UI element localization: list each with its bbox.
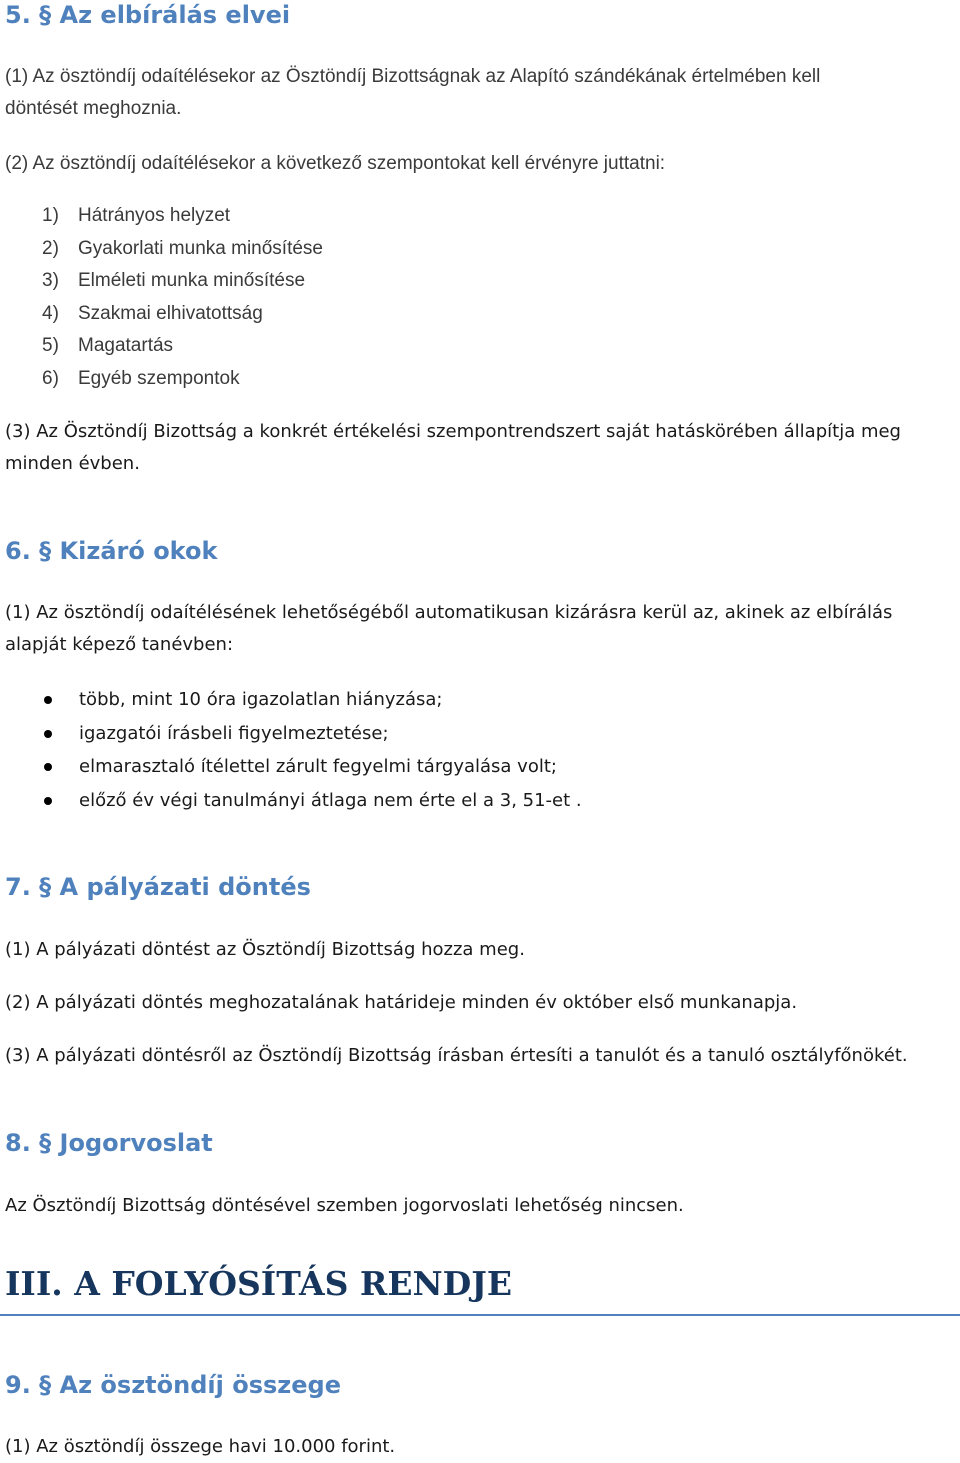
bullet-icon [44, 730, 52, 738]
section-6-heading: 6. § Kizáró okok [5, 537, 218, 565]
list-item-text: Gyakorlati munka minősítése [78, 237, 323, 259]
list-item-text: Egyéb szempontok [78, 367, 240, 389]
list-item-number: 6) [42, 367, 59, 389]
section-5-paragraph-3-line-2: minden évben. [5, 453, 140, 474]
bullet-icon [44, 797, 52, 805]
list-item [42, 363, 323, 396]
list-item-text: igazgatói írásbeli figyelmeztetése; [79, 722, 389, 744]
title-underline [0, 1314, 960, 1316]
list-item-number: 5) [42, 335, 59, 357]
list-item [38, 750, 582, 784]
section-7-paragraph-1: (1) A pályázati döntést az Ösztöndíj Bizottság hozza meg. [5, 939, 525, 960]
list-item [42, 330, 323, 363]
list-item-number: 2) [42, 237, 59, 259]
bullet-icon [44, 763, 52, 771]
list-item-number: 4) [42, 302, 59, 324]
list-item-text: több, mint 10 óra igazolatlan hiányzása; [79, 689, 443, 710]
list-item-text: Hátrányos helyzet [78, 205, 231, 226]
section-7-paragraph-2: (2) A pályázati döntés meghozatalának határideje minden év október első munkanapja. [5, 992, 798, 1013]
section-8-paragraph-1: Az Ösztöndíj Bizottság döntésével szemben jogorvoslati lehetőség nincsen. [5, 1195, 684, 1216]
bullet-icon [44, 696, 52, 704]
section-9-heading: 9. § Az ösztöndíj összege [5, 1371, 341, 1399]
list-item-text: Elméleti munka minősítése [78, 270, 306, 292]
list-item [42, 233, 323, 266]
section-5-paragraph-2: (2) Az ösztöndíj odaítélésekor a következő szempontokat kell érvényre juttatni: [5, 153, 666, 174]
list-item [42, 200, 323, 233]
exclusion-list [38, 683, 582, 817]
list-item-number: 1) [42, 205, 59, 226]
list-item [38, 717, 582, 751]
section-7-paragraph-3: (3) A pályázati döntésről az Ösztöndíj Bizottság írásban értesíti a tanulót és a tanuló osztályfőnökét. [5, 1045, 908, 1066]
list-item-text: előző év végi tanulmányi átlaga nem érte el a 3, 51-et . [79, 789, 582, 811]
list-item-number: 3) [42, 270, 59, 292]
section-6-paragraph-1-line-2: alapját képező tanévben: [5, 634, 234, 655]
list-item-text: Magatartás [78, 335, 174, 357]
section-5-paragraph-3-line-1: (3) Az Ösztöndíj Bizottság a konkrét értékelési szempontrendszert saját hatáskörében állapítja meg [5, 421, 901, 442]
part-3-title: III. A FOLYÓSÍTÁS RENDJE [5, 1264, 513, 1303]
list-item [42, 265, 323, 298]
list-item-text: Szakmai elhivatottság [78, 302, 263, 324]
section-6-paragraph-1-line-1: (1) Az ösztöndíj odaítélésének lehetőségéből automatikusan kizárásra kerül az, akinek az elbírálás [5, 602, 893, 623]
section-5-heading: 5. § Az elbírálás elvei [5, 1, 291, 29]
list-item [38, 784, 582, 818]
section-7-heading: 7. § A pályázati döntés [5, 873, 311, 901]
list-item [42, 298, 323, 331]
section-5-paragraph-1-line-1: (1) Az ösztöndíj odaítélésekor az Ösztöndíj Bizottságnak az Alapító szándékának értelmében kell [5, 66, 821, 87]
section-5-paragraph-1-line-2: döntését meghoznia. [5, 98, 182, 119]
section-8-heading: 8. § Jogorvoslat [5, 1129, 213, 1157]
list-item [38, 683, 582, 717]
criteria-list [42, 200, 323, 396]
section-9-paragraph-1: (1) Az ösztöndíj összege havi 10.000 forint. [5, 1436, 396, 1457]
list-item-text: elmarasztaló ítélettel zárult fegyelmi tárgyalása volt; [79, 756, 557, 777]
